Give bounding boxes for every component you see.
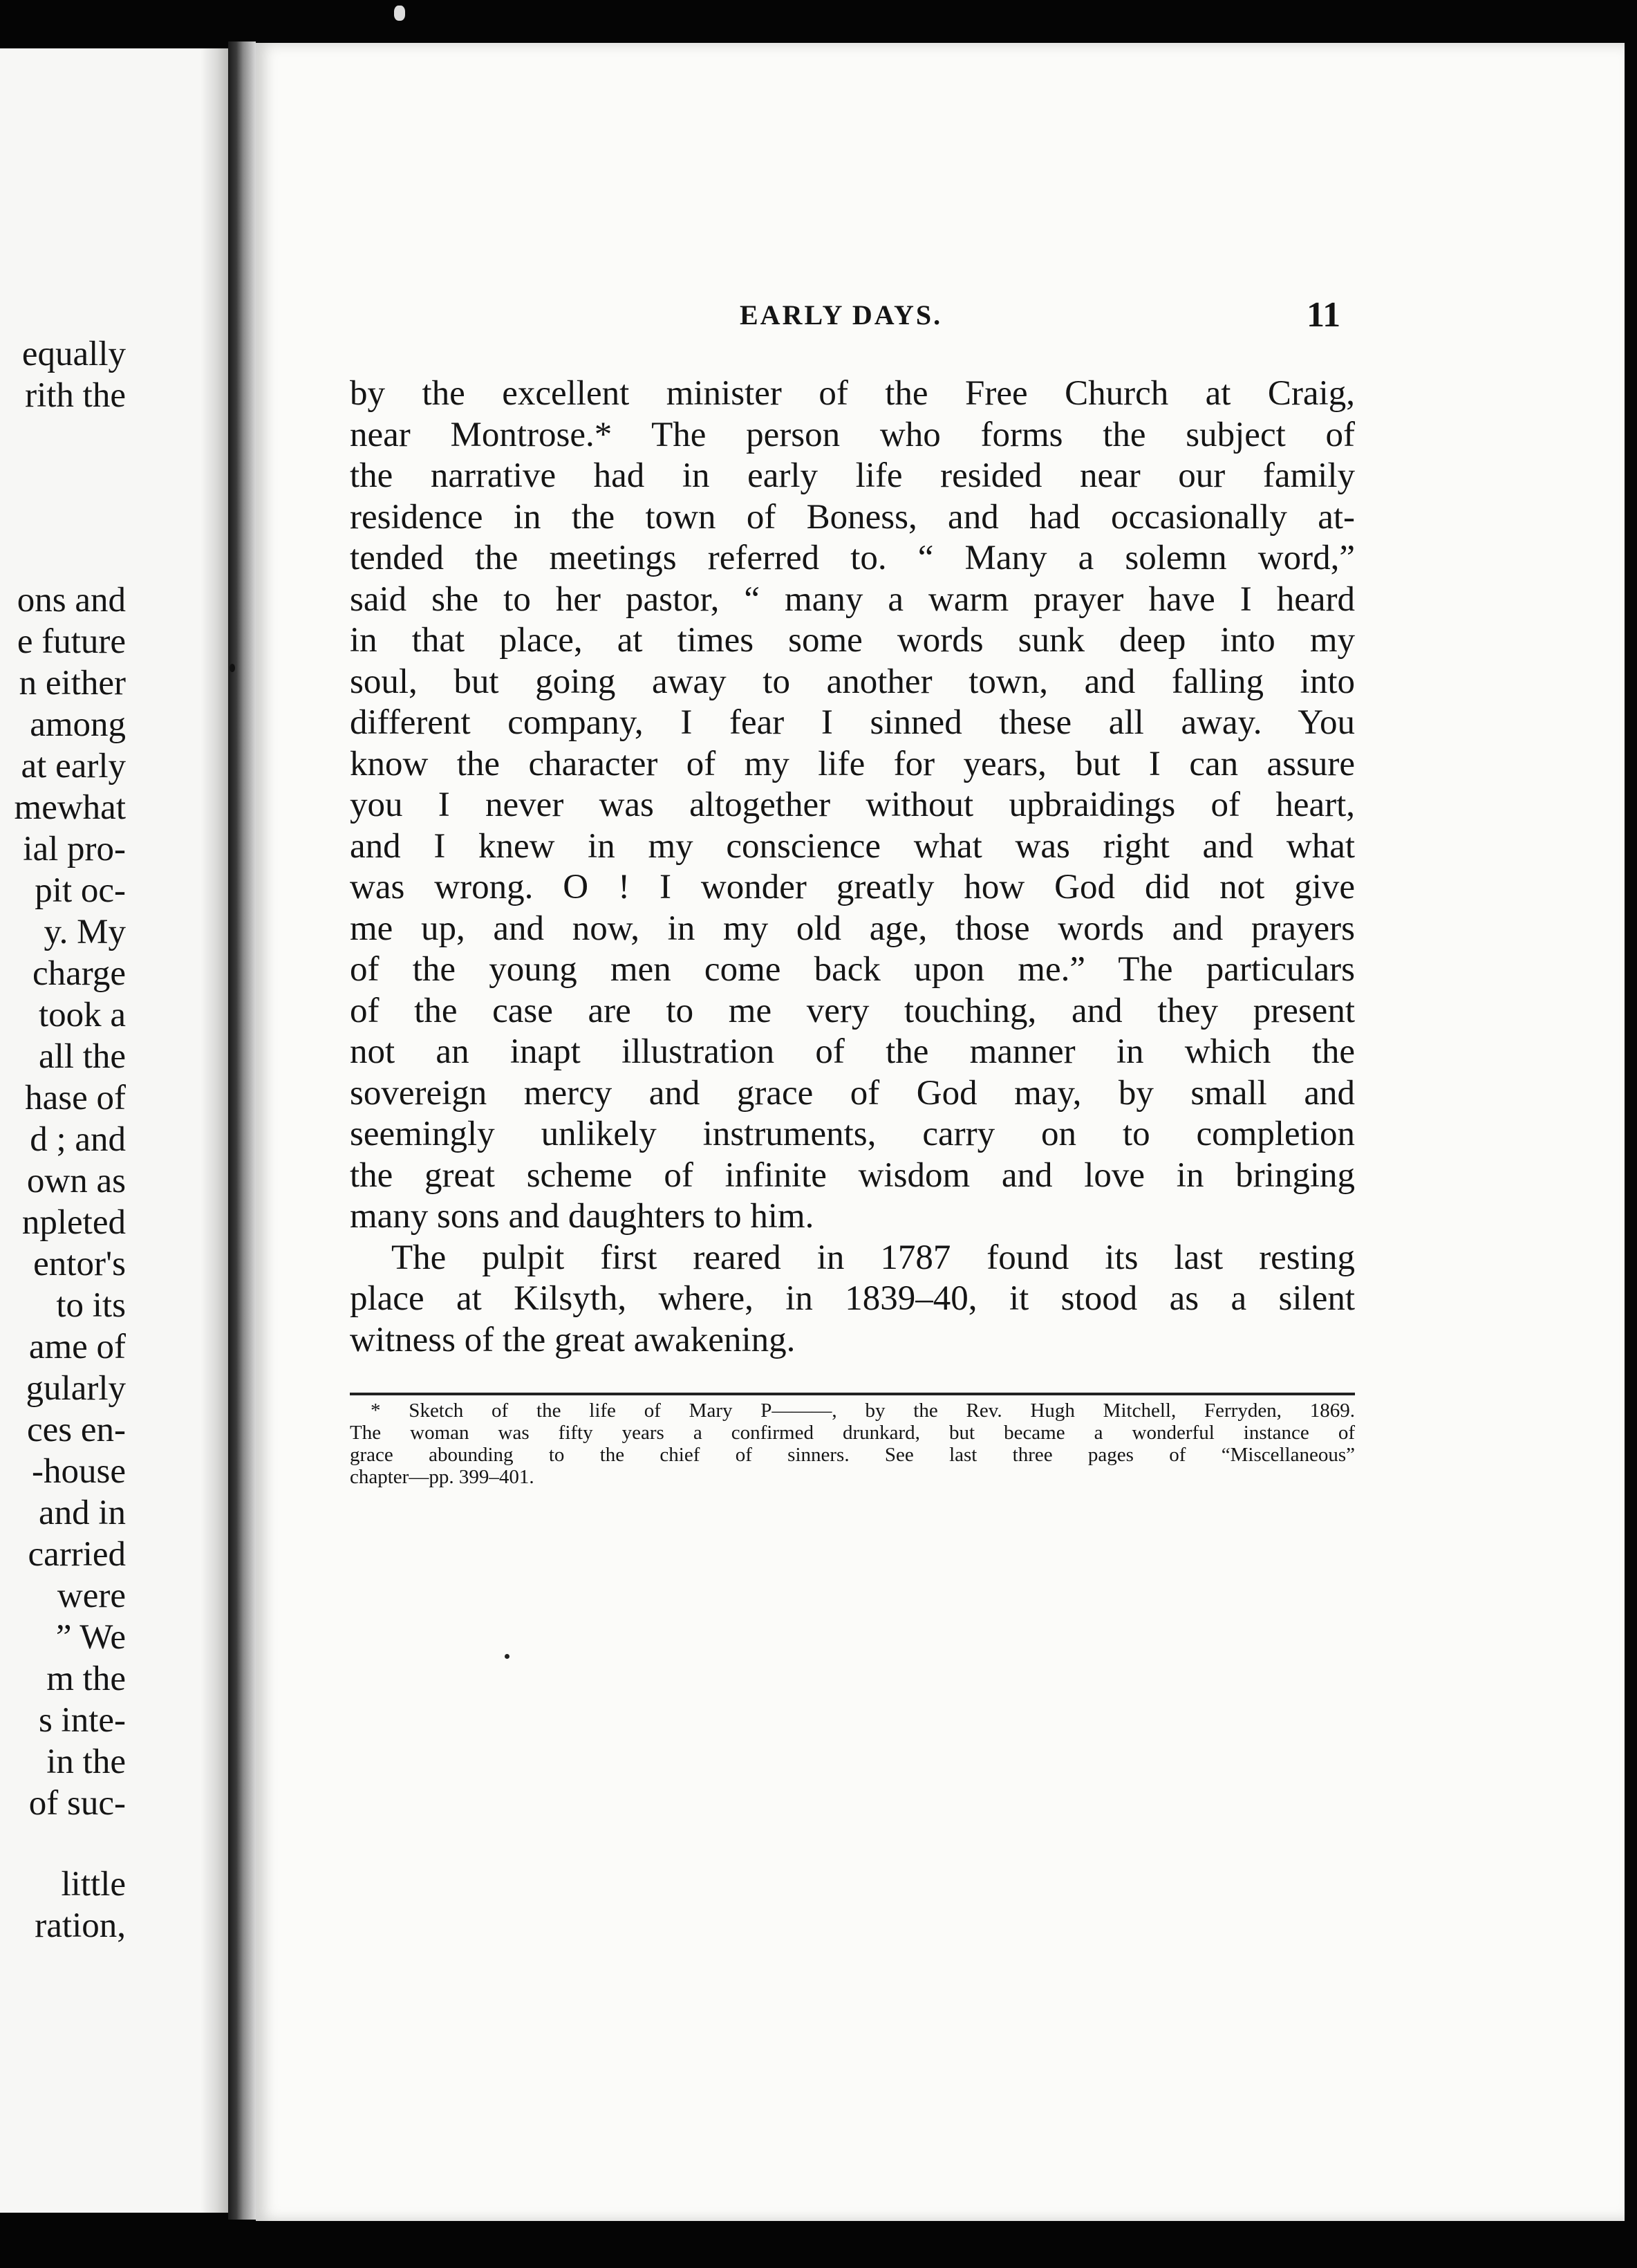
- text-line: witness of the great awakening.: [350, 1320, 796, 1359]
- text-line: different company, I fear I sinned these all away. You: [350, 703, 1355, 742]
- book-binding: [228, 41, 256, 2220]
- left-line: carried: [28, 1535, 126, 1574]
- body-text: [350, 373, 1355, 1361]
- text-line: know the character of my life for years, but I can assure: [350, 744, 1355, 783]
- footnote-line: The woman was fifty years a confirmed drunkard, but became a wonderful instance of: [350, 1422, 1355, 1444]
- left-gutter-shadow: [200, 48, 228, 2213]
- left-line: own as: [26, 1162, 126, 1200]
- text-line: by the excellent minister of the Free Church at Craig,: [350, 374, 1355, 413]
- footnote-line: * Sketch of the life of Mary P———, by the Rev. Hugh Mitchell, Ferryden, 1869.: [371, 1400, 1355, 1422]
- text-line: me up, and now, in my old age, those words and prayers: [350, 909, 1355, 948]
- left-line: npleted: [21, 1203, 126, 1242]
- book-page: [256, 43, 1625, 2221]
- text-line: The pulpit first reared in 1787 found its last resting: [391, 1238, 1355, 1277]
- left-line: took a: [38, 996, 126, 1034]
- left-line: and in: [38, 1494, 126, 1532]
- text-line: not an inapt illustration of the manner in which the: [350, 1032, 1355, 1071]
- left-line: mewhat: [14, 788, 126, 827]
- left-line: all the: [38, 1037, 126, 1076]
- left-line: s inte-: [38, 1701, 126, 1740]
- text-line: near Montrose.* The person who forms the subject of: [350, 415, 1355, 454]
- left-line: among: [30, 705, 126, 744]
- left-line: e future: [17, 622, 126, 661]
- left-line: rith the: [25, 376, 126, 415]
- text-line: sovereign mercy and grace of God may, by small and: [350, 1073, 1355, 1113]
- left-line: to its: [56, 1286, 126, 1325]
- left-line: hase of: [25, 1079, 126, 1117]
- left-line: ons and: [17, 581, 126, 620]
- footnote-line: grace abounding to the chief of sinners. See last three pages of “Miscellaneous”: [350, 1444, 1355, 1466]
- text-line: seemingly unlikely instruments, carry on to completion: [350, 1115, 1355, 1153]
- left-line: ial pro-: [23, 830, 126, 868]
- left-line: entor's: [33, 1245, 126, 1283]
- scan-mark: [394, 6, 405, 21]
- left-line: at early: [21, 747, 126, 786]
- left-line: -house: [32, 1452, 126, 1491]
- left-line: ration,: [35, 1906, 126, 1945]
- text-line: said she to her pastor, “ many a warm prayer have I heard: [350, 579, 1355, 619]
- left-line: m the: [46, 1660, 126, 1698]
- footnote: [350, 1400, 1355, 1488]
- footnote-line: chapter—pp. 399–401.: [350, 1466, 534, 1488]
- text-line: tended the meetings referred to. “ Many a solemn word,”: [350, 539, 1355, 577]
- left-line: charge: [32, 954, 126, 993]
- text-line: residence in the town of Boness, and had occasionally at-: [350, 497, 1355, 537]
- text-line: and I knew in my conscience what was right and what: [350, 826, 1355, 866]
- left-line: little: [61, 1865, 126, 1904]
- running-head: [256, 295, 1625, 340]
- text-line: was wrong. O ! I wonder greatly how God did not give: [350, 868, 1355, 907]
- text-line: soul, but going away to another town, and falling into: [350, 662, 1355, 701]
- left-line: gularly: [26, 1369, 126, 1408]
- text-line: in that place, at times some words sunk deep into my: [350, 621, 1355, 660]
- left-line: pit oc-: [35, 871, 126, 910]
- left-line: equally: [21, 335, 126, 373]
- text-line: you I never was altogether without upbraidings of heart,: [350, 786, 1355, 824]
- left-line: of suc-: [28, 1784, 126, 1823]
- text-line: of the young men come back upon me.” The particulars: [350, 950, 1355, 989]
- running-head-title: EARLY DAYS.: [740, 299, 943, 331]
- left-line: ces en-: [27, 1411, 126, 1449]
- left-line: y. My: [44, 913, 126, 951]
- text-line: the great scheme of infinite wisdom and love in bringing: [350, 1155, 1355, 1195]
- text-line: place at Kilsyth, where, in 1839–40, it stood as a silent: [350, 1279, 1355, 1318]
- left-line: ” We: [55, 1618, 126, 1657]
- text-line: many sons and daughters to him.: [350, 1197, 814, 1236]
- text-line: the narrative had in early life resided near our family: [350, 456, 1355, 495]
- left-line: were: [57, 1577, 126, 1615]
- left-line: n either: [19, 664, 126, 703]
- text-line: of the case are to me very touching, and they present: [350, 991, 1355, 1030]
- speck: [230, 664, 235, 672]
- left-line: d ; and: [30, 1120, 126, 1159]
- page-number: 11: [1307, 295, 1341, 335]
- speck: [505, 1654, 509, 1659]
- left-page-fragment: [0, 48, 228, 2213]
- left-line: in the: [46, 1742, 126, 1781]
- left-line: ame of: [28, 1328, 126, 1366]
- footnote-rule: [350, 1393, 1355, 1395]
